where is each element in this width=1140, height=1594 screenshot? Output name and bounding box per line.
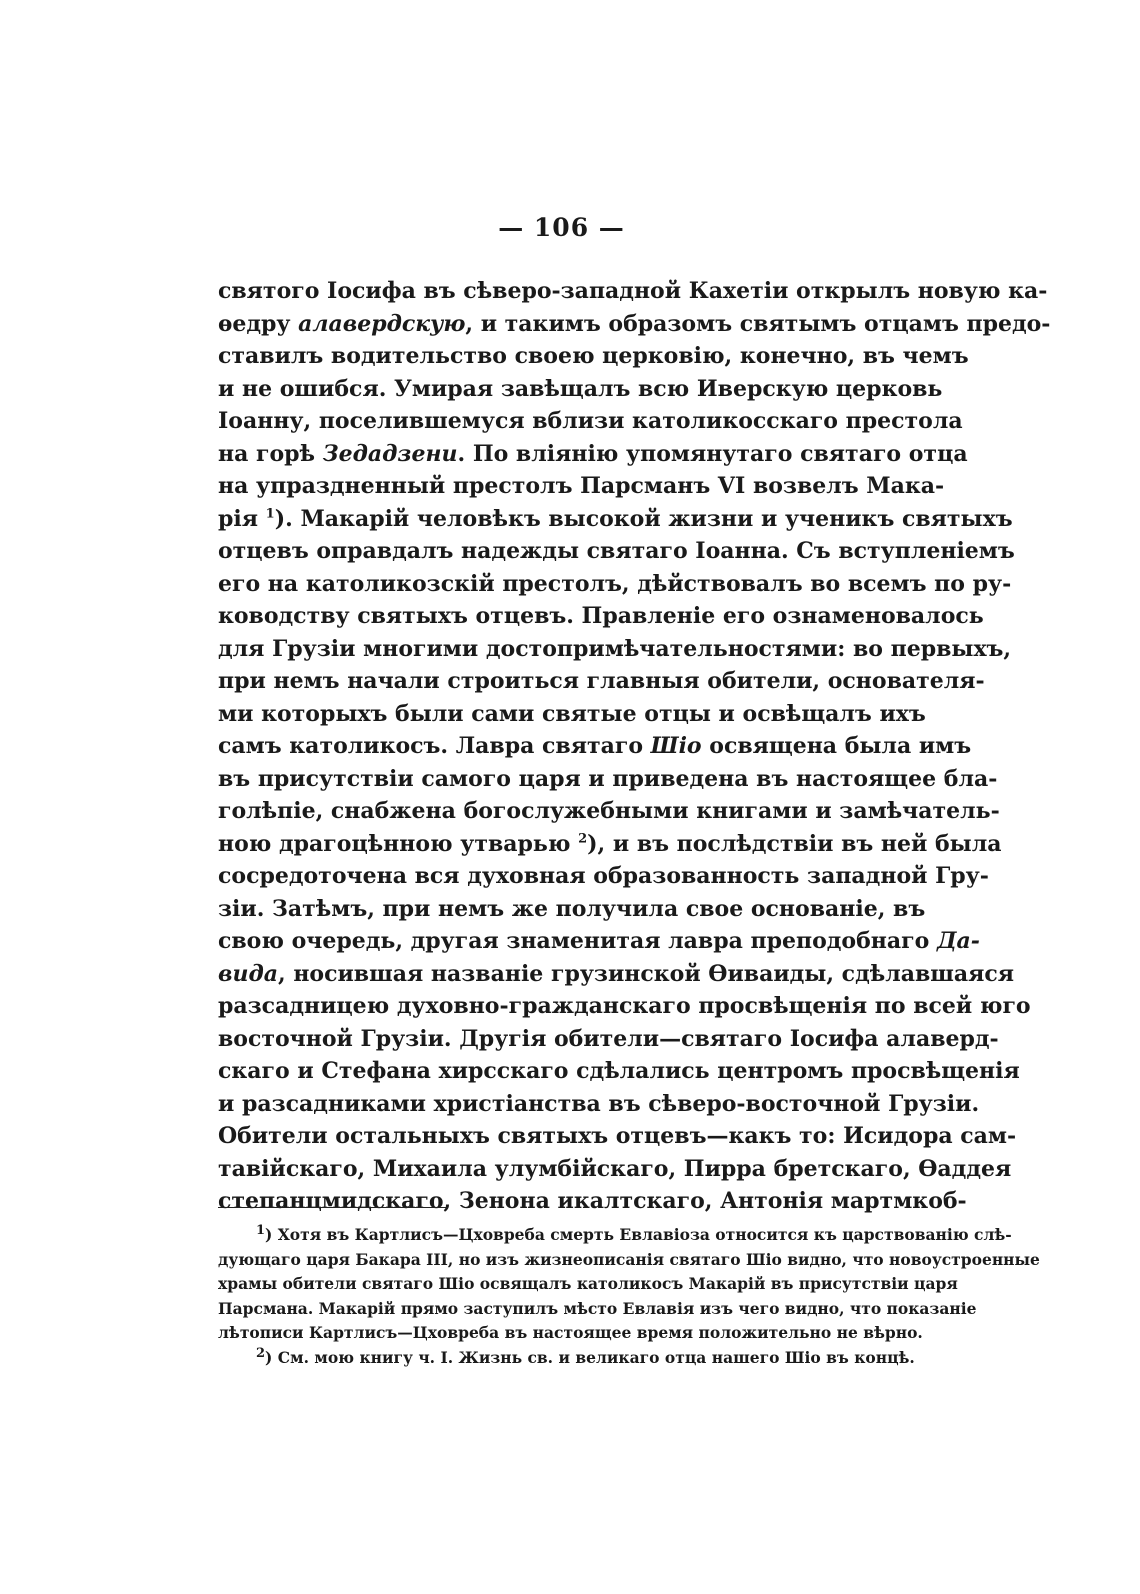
footnote-marker: 1 [256,1222,266,1238]
footnote-line: храмы обители святаго Шіо освящалъ католикосъ Макарій въ присутствіи царя [218,1274,958,1294]
text-line: его на католикозскій престолъ, дѣйствовалъ во всемъ по ру- [218,570,1012,597]
text-line: разсадницею духовно-гражданскаго просвѣщенія по всей юго [218,993,1031,1019]
footnote-line: Парсмана. Макарій прямо заступилъ мѣсто Евлавія изъ чего видно, что показаніе [218,1298,977,1318]
text-line: восточной Грузіи. Другія обители—святаго Іосифа алаверд- [218,1025,999,1052]
text-line [218,958,1015,991]
text-span: рія [218,505,258,532]
footnotes [218,1222,1040,1371]
text-line: святого Іосифа въ сѣверо-западной Кахетіи открылъ новую ка- [218,278,1048,304]
text-line [218,438,968,471]
text-line: отцевъ оправдалъ надежды святаго Іоанна. Съ вступленіемъ [218,538,1015,564]
italic-term: алавердскую [298,310,466,337]
footnote-marker: 2 [256,1345,266,1361]
text-span: ), и въ послѣдствіи въ ней была [587,830,1002,857]
text-line: зіи. Затѣмъ, при немъ же получила свое основаніе, въ [218,895,926,922]
text-line: голѣпіе, снабжена богослужебными книгами и замѣчатель- [218,798,1000,824]
footnote-ref[interactable]: 2 [578,831,588,847]
text-line: Обители остальныхъ святыхъ отцевъ—какъ то: Исидора сам- [218,1123,1017,1149]
text-line: для Грузіи многими достопримѣчательностями: во первыхъ, [218,635,1012,662]
text-line: и не ошибся. Умирая завѣщалъ всю Иверскую церковь [218,375,943,402]
text-span: ною драгоцѣнною утварью [218,830,571,857]
text-line: тавійскаго, Михаила улумбійскаго, Пирра бретскаго, Ѳаддея [218,1155,1012,1182]
italic-term: Зедадзени [322,440,458,467]
italic-term: Шіо [650,733,702,759]
text-span: освящена была имъ [709,733,972,759]
text-span: , и такимъ образомъ святымъ отцамъ предо- [465,310,1051,337]
page-number: — 106 — [498,213,625,242]
text-span: . По вліянію упомянутаго святаго отца [457,440,968,467]
text-line: ководству святыхъ отцевъ. Правленіе его ознаменовалось [218,603,984,629]
text-span: самъ католикосъ. Лавра святаго [218,733,643,759]
text-line: ставилъ водительство своею церковію, конечно, въ чемъ [218,343,969,369]
text-line: степанцмидскаго, Зенона икалтскаго, Антонія мартмкоб- [218,1188,967,1214]
text-line: Іоанну, поселившемуся вблизи католикосскаго престола [218,408,963,434]
text-span: ) См. мою книгу ч. I. Жизнь св. и великаго отца нашего Шіо въ концѣ. [265,1347,915,1367]
footnote-line [218,1345,915,1371]
italic-term: вида [218,960,278,987]
italic-term: Да- [936,928,980,954]
text-line [218,308,1051,341]
text-line [218,925,980,958]
footnote-line: дующаго царя Бакара III, но изъ жизнеописанія святаго Шіо видно, что новоустроенные [218,1249,1040,1269]
text-line: на упраздненный престолъ Парсманъ VI возвелъ Мака- [218,473,945,499]
text-span: ). Макарій человѣкъ высокой жизни и ученикъ святыхъ [274,505,1013,532]
text-line: скаго и Стефана хирсскаго сдѣлались центромъ просвѣщенія [218,1058,1020,1084]
text-span: на горѣ [218,440,316,467]
text-span: , носившая названіе грузинской Ѳиваиды, сдѣлавшаяся [278,960,1015,987]
text-line: ми которыхъ были сами святые отцы и освѣщалъ ихъ [218,700,926,727]
text-line: сосредоточена вся духовная образованность западной Гру- [218,863,989,889]
main-text [218,275,1051,1218]
text-line: при немъ начали строиться главныя обители, основателя- [218,668,985,694]
footnote-divider [218,1207,448,1208]
footnote-line [218,1222,1012,1248]
text-span: свою очередь, другая знаменитая лавра преподобнаго [218,928,930,954]
footnote-line: лѣтописи Картлисъ—Цховреба въ настоящее время положительно не вѣрно. [218,1323,923,1343]
text-line [218,730,972,763]
text-line [218,503,1013,536]
text-span: ѳедру [218,310,291,337]
text-line: въ присутствіи самого царя и приведена въ настоящее бла- [218,765,998,792]
text-line: и разсадниками христіанства въ сѣверо-восточной Грузіи. [218,1090,980,1117]
text-span: ) Хотя въ Картлисъ—Цховреба смерть Евлавіоза относится къ царствованію слѣ- [265,1225,1012,1244]
text-line [218,828,1002,861]
footnote-ref[interactable]: 1 [265,506,275,522]
